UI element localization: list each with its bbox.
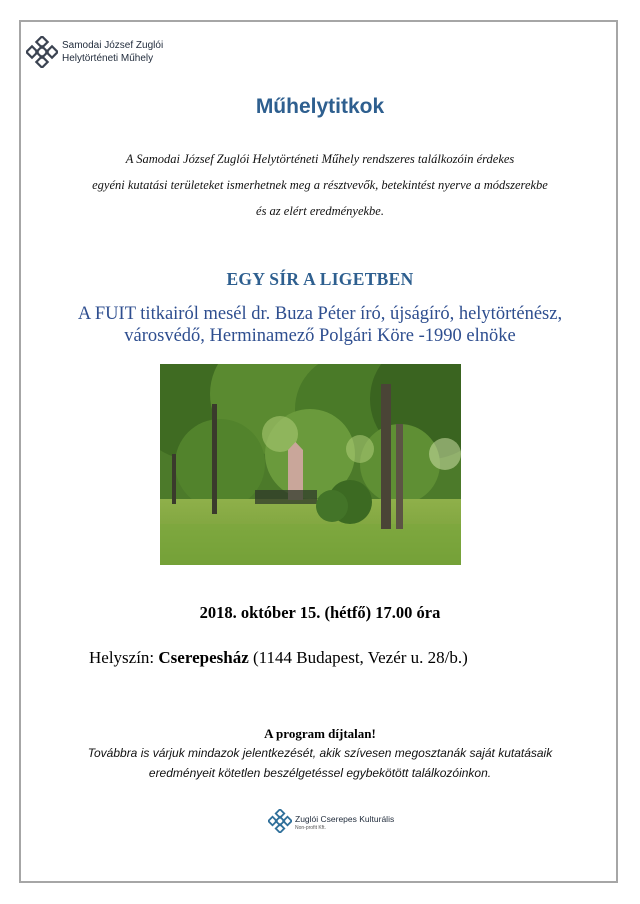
lattice-cross-logo-icon xyxy=(26,36,58,68)
invite-line-2: eredményeit kötetlen beszélgetéssel egybekötött találkozóinkon. xyxy=(148,766,492,780)
subtitle-line-2: városvédő, Herminamező Polgári Köre -1990 elnöke xyxy=(124,326,516,346)
event-date: 2018. október 15. (hétfő) 17.00 óra xyxy=(199,603,441,622)
partner-subtitle: Non-profit Kft. xyxy=(295,825,326,831)
venue-address: (1144 Budapest, Vezér u. 28/b.) xyxy=(253,648,468,667)
intro-line-3: és az elért eredményekbe. xyxy=(256,204,384,218)
lattice-cross-logo-icon xyxy=(268,809,292,833)
event-title: EGY SÍR A LIGETBEN xyxy=(226,269,414,289)
org-name-line1: Samodai József Zuglói xyxy=(62,40,164,51)
invite-line-1: Továbbra is várjuk mindazok jelentkezését, akik szívesen megosztanák saját kutatásaik xyxy=(87,746,553,760)
invite-paragraph xyxy=(40,743,600,783)
intro-line-1: A Samodai József Zuglói Helytörténeti Műhely rendszeres találkozóin érdekes xyxy=(125,152,515,166)
partner-logo xyxy=(268,808,428,836)
park-grave-photo xyxy=(160,364,461,565)
subtitle-line-1: A FUIT titkairól mesél dr. Buza Péter író, újságíró, helytörténész, xyxy=(77,304,563,324)
free-admission-note: A program díjtalan! xyxy=(264,726,376,741)
partner-name: Zuglói Cserepes Kulturális xyxy=(295,814,395,824)
venue-name: Cserepesház xyxy=(158,648,249,667)
header-logo xyxy=(26,36,226,70)
org-name-line2: Helytörténeti Műhely xyxy=(62,53,154,64)
event-venue xyxy=(89,648,468,668)
page-heading: Műhelytitkok xyxy=(255,95,385,118)
venue-label: Helyszín: xyxy=(89,648,155,667)
event-subtitle xyxy=(40,303,600,347)
intro-paragraph xyxy=(40,146,600,224)
intro-line-2: egyéni kutatási területeket ismerhetnek meg a résztvevők, betekintést nyerve a módszerekbe xyxy=(92,178,548,192)
